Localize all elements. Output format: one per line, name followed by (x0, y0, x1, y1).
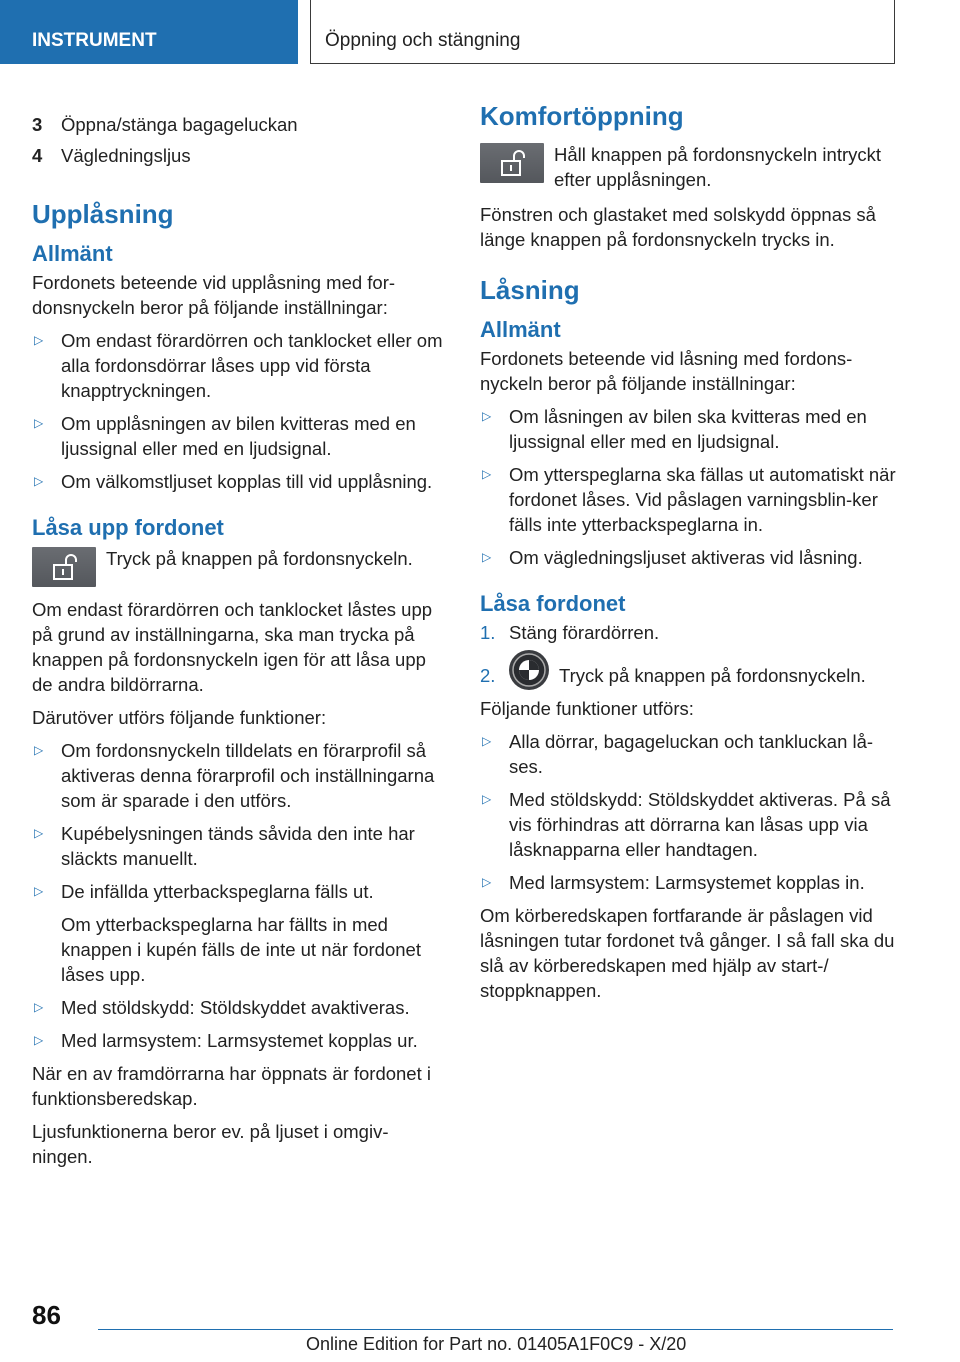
bullet-item: ▷ Med larmsystem: Larmsystemet kopplas ur. (34, 1030, 418, 1051)
bullet-item: ▷ Om ytterspeglarna ska fällas ut automatiskt när fordonet låses. Vid påslagen varningsblin-ker fälls inte ytterbackspeglarna in. (482, 464, 896, 535)
paragraph: Fönstren och glastaket med solskydd öppnas så länge knappen på fordonsnyckeln trycks in. (480, 204, 876, 250)
paragraph: Fordonets beteende vid låsning med fordons-nyckeln beror på följande inställningar: (480, 348, 853, 394)
triangle-right-icon: ▷ (482, 409, 492, 423)
paragraph: Ljusfunktionerna beror ev. på ljuset i omgiv-ningen. (32, 1121, 389, 1167)
heading-unlock-vehicle: Låsa upp fordonet (32, 515, 224, 540)
triangle-right-icon: ▷ (34, 826, 44, 840)
step-item: 1. Stäng förardörren. (480, 622, 660, 643)
heading-general: Allmänt (480, 317, 561, 342)
heading-lock-vehicle: Låsa fordonet (480, 591, 626, 616)
heading-general: Allmänt (32, 241, 113, 266)
unlock-padlock-icon (32, 547, 96, 587)
step-item: 2. Tryck på knappen på fordonsnyckeln. (480, 663, 896, 690)
bullet-item: ▷ Med stöldskydd: Stöldskyddet avaktiveras. (34, 997, 410, 1018)
right-column (480, 100, 896, 1011)
triangle-right-icon: ▷ (482, 875, 492, 890)
button-instruction: Håll knappen på fordonsnyckeln intryckt efter upplåsningen. (480, 142, 896, 192)
triangle-right-icon: ▷ (34, 416, 44, 430)
heading-comfort-opening: Komfortöppning (480, 101, 684, 131)
triangle-right-icon: ▷ (34, 743, 44, 757)
bullet-item: ▷ Om fordonsnyckeln tilldelats en förarprofil så aktiveras denna förarprofil och inställningarna som är sparade i den utförs. (34, 740, 435, 811)
triangle-right-icon: ▷ (34, 884, 44, 898)
triangle-right-icon: ▷ (482, 734, 492, 749)
triangle-right-icon: ▷ (34, 1033, 44, 1047)
page-header (0, 0, 960, 66)
triangle-right-icon: ▷ (34, 474, 44, 488)
bullet-item: ▷ Om låsningen av bilen ska kvitteras med en ljussignal eller med en ljudsignal. (482, 406, 867, 452)
triangle-right-icon: ▷ (34, 1000, 44, 1014)
left-column (32, 112, 448, 1177)
paragraph: Om endast förardörren och tanklocket låstes upp på grund av inställningarna, ska man trycka på knappen på fordonsnyckeln igen för att låsa upp de andra bildörrarna. (32, 599, 433, 695)
footer-divider (98, 1329, 893, 1330)
bmw-key-button-icon (509, 650, 549, 690)
triangle-right-icon: ▷ (482, 792, 492, 807)
triangle-right-icon: ▷ (34, 333, 44, 347)
bullet-item: ▷ Om upplåsningen av bilen kvitteras med en ljussignal eller med en ljudsignal. (34, 413, 416, 459)
bullet-item: ▷ Alla dörrar, bagageluckan och tankluckan lå-ses. (482, 731, 874, 778)
page-number: 86 (32, 1300, 61, 1330)
bullet-item: ▷ Med stöldskydd: Stöldskyddet aktiveras. På så vis förhindras att dörrarna kan låsas upp via låsknapparna eller handtagen. (482, 789, 891, 861)
bullet-item: ▷ De infällda ytterbackspeglarna fälls ut. (34, 881, 374, 902)
paragraph: Därutöver utförs följande funktioner: (32, 707, 327, 728)
unlock-padlock-icon (480, 143, 544, 183)
bullet-item: ▷ Om välkomstljuset kopplas till vid upplåsning. (34, 471, 433, 492)
list-item: 3 Öppna/stänga bagageluckan (32, 114, 298, 135)
paragraph: Om körberedskapen fortfarande är påslagen vid låsningen tutar fordonet två gånger. I så fall ska du slå av körberedskapen med hjälp av start-/ stoppknappen. (480, 905, 895, 1002)
heading-unlock: Upplåsning (32, 199, 174, 229)
paragraph: Fordonets beteende vid upplåsning med for-donsnyckeln beror på följande inställningar: (32, 272, 396, 318)
section-tab: INSTRUMENT (0, 0, 298, 64)
bullet-item: ▷ Om endast förardörren och tanklocket eller om alla fordonsdörrar låses upp vid första knapptryckningen. (34, 330, 443, 401)
button-instruction: Tryck på knappen på fordonsnyckeln. (32, 546, 448, 587)
heading-lock: Låsning (480, 275, 580, 305)
bullet-item: ▷ Om vägledningsljuset aktiveras vid låsning. (482, 547, 863, 568)
triangle-right-icon: ▷ (482, 467, 492, 481)
triangle-right-icon: ▷ (482, 550, 492, 564)
paragraph: När en av framdörrarna har öppnats är fordonet i funktionsberedskap. (32, 1063, 431, 1109)
bullet-item: ▷ Kupébelysningen tänds såvida den inte har släckts manuellt. (34, 823, 415, 869)
footer-edition: Online Edition for Part no. 01405A1F0C9 - X/20 (306, 1334, 687, 1354)
bullet-item: ▷ Med larmsystem: Larmsystemet kopplas in. (482, 872, 865, 894)
chapter-title: Öppning och stängning (310, 0, 895, 64)
paragraph: Följande funktioner utförs: (480, 698, 694, 720)
list-item: 4 Vägledningsljus (32, 145, 191, 166)
bullet-note: Om ytterbackspeglarna har fällts in med knappen i kupén fälls de inte ut när fordonet låses upp. (61, 914, 421, 985)
